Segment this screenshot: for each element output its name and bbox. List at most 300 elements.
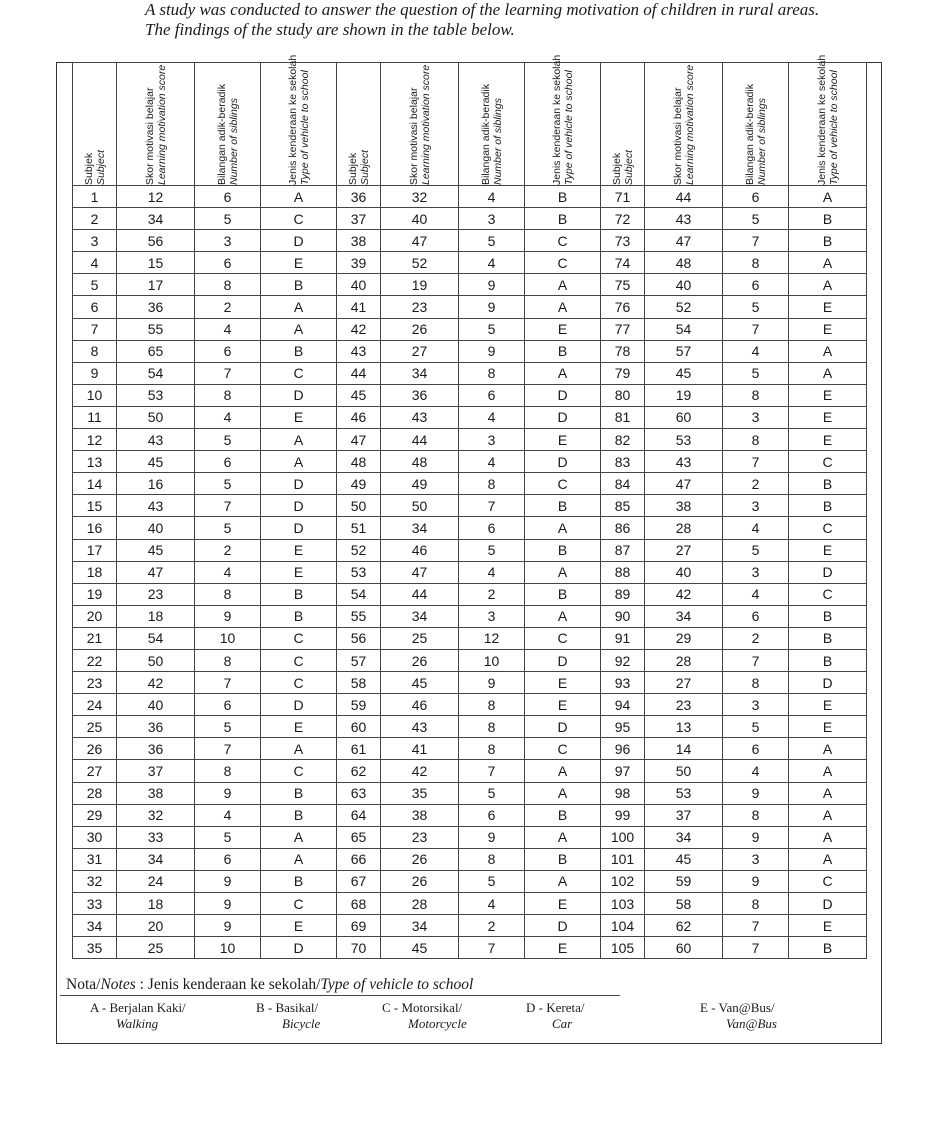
subject-cell: 12 bbox=[73, 429, 117, 451]
score-cell: 53 bbox=[645, 782, 723, 804]
score-cell: 23 bbox=[381, 296, 459, 318]
siblings-cell: 9 bbox=[459, 296, 525, 318]
vehicle-cell: D bbox=[789, 893, 867, 915]
header-subject-text bbox=[83, 65, 107, 185]
siblings-cell: 7 bbox=[195, 362, 261, 384]
siblings-cell: 8 bbox=[195, 649, 261, 671]
score-cell: 43 bbox=[645, 451, 723, 473]
vehicle-cell: D bbox=[525, 915, 601, 937]
notes-title bbox=[60, 976, 880, 994]
score-cell: 45 bbox=[381, 672, 459, 694]
score-cell: 34 bbox=[117, 208, 195, 230]
score-cell: 43 bbox=[117, 495, 195, 517]
score-cell: 34 bbox=[645, 605, 723, 627]
table-body bbox=[73, 186, 867, 959]
header-vehicle-text bbox=[815, 54, 840, 185]
subject-cell: 66 bbox=[337, 848, 381, 870]
vehicle-cell: A bbox=[789, 826, 867, 848]
table-row bbox=[73, 340, 867, 362]
subject-cell: 48 bbox=[337, 451, 381, 473]
vehicle-cell: B bbox=[789, 937, 867, 959]
siblings-cell: 10 bbox=[195, 627, 261, 649]
subject-cell: 89 bbox=[601, 583, 645, 605]
subject-cell: 24 bbox=[73, 694, 117, 716]
score-cell: 58 bbox=[645, 893, 723, 915]
vehicle-cell: E bbox=[789, 429, 867, 451]
subject-cell: 4 bbox=[73, 252, 117, 274]
score-cell: 42 bbox=[645, 583, 723, 605]
subject-cell: 92 bbox=[601, 649, 645, 671]
siblings-cell: 5 bbox=[459, 318, 525, 340]
vehicle-cell: D bbox=[789, 561, 867, 583]
siblings-cell: 2 bbox=[723, 627, 789, 649]
vehicle-cell: A bbox=[525, 296, 601, 318]
subject-cell: 19 bbox=[73, 583, 117, 605]
siblings-cell: 7 bbox=[459, 760, 525, 782]
table-header-row bbox=[73, 63, 867, 186]
siblings-cell: 4 bbox=[459, 252, 525, 274]
table-row bbox=[73, 495, 867, 517]
siblings-cell: 7 bbox=[195, 495, 261, 517]
table-row bbox=[73, 694, 867, 716]
subject-cell: 22 bbox=[73, 649, 117, 671]
score-cell: 27 bbox=[381, 340, 459, 362]
siblings-cell: 8 bbox=[723, 384, 789, 406]
notes-divider bbox=[60, 995, 620, 996]
subject-cell: 3 bbox=[73, 230, 117, 252]
siblings-cell: 4 bbox=[459, 186, 525, 208]
siblings-cell: 6 bbox=[195, 848, 261, 870]
header-subject bbox=[601, 63, 645, 186]
siblings-cell: 3 bbox=[459, 208, 525, 230]
subject-cell: 25 bbox=[73, 716, 117, 738]
vehicle-cell: C bbox=[789, 583, 867, 605]
legend-label-ms: A - Berjalan Kaki/ bbox=[90, 1000, 186, 1015]
vehicle-cell: C bbox=[261, 672, 337, 694]
vehicle-cell: B bbox=[261, 583, 337, 605]
score-cell: 12 bbox=[117, 186, 195, 208]
vehicle-cell: E bbox=[525, 429, 601, 451]
subject-cell: 73 bbox=[601, 230, 645, 252]
siblings-cell: 8 bbox=[195, 760, 261, 782]
legend-label-en: Motorcycle bbox=[408, 1016, 467, 1031]
siblings-cell: 9 bbox=[723, 870, 789, 892]
vehicle-cell: E bbox=[789, 384, 867, 406]
vehicle-cell: A bbox=[789, 782, 867, 804]
vehicle-cell: C bbox=[525, 252, 601, 274]
vehicle-cell: A bbox=[789, 274, 867, 296]
subject-cell: 9 bbox=[73, 362, 117, 384]
subject-cell: 105 bbox=[601, 937, 645, 959]
header-subject-ms: Subjek bbox=[346, 152, 359, 185]
score-cell: 47 bbox=[645, 230, 723, 252]
header-siblings-ms: Bilangan adik-beradik bbox=[743, 84, 756, 185]
header-siblings-text bbox=[480, 65, 504, 185]
legend-label-en: Walking bbox=[116, 1016, 159, 1031]
vehicle-cell: C bbox=[789, 451, 867, 473]
score-cell: 23 bbox=[645, 694, 723, 716]
siblings-cell: 4 bbox=[195, 318, 261, 340]
siblings-cell: 3 bbox=[723, 406, 789, 428]
header-score-text bbox=[408, 65, 432, 185]
vehicle-cell: B bbox=[525, 340, 601, 362]
vehicle-cell: A bbox=[789, 186, 867, 208]
data-table bbox=[72, 54, 867, 959]
subject-cell: 102 bbox=[601, 870, 645, 892]
vehicle-cell: B bbox=[789, 495, 867, 517]
subject-cell: 101 bbox=[601, 848, 645, 870]
score-cell: 50 bbox=[117, 406, 195, 428]
subject-cell: 93 bbox=[601, 672, 645, 694]
siblings-cell: 8 bbox=[459, 694, 525, 716]
siblings-cell: 5 bbox=[459, 782, 525, 804]
siblings-cell: 6 bbox=[459, 517, 525, 539]
siblings-cell: 12 bbox=[459, 627, 525, 649]
subject-cell: 5 bbox=[73, 274, 117, 296]
table-row bbox=[73, 539, 867, 561]
subject-cell: 30 bbox=[73, 826, 117, 848]
table-row bbox=[73, 451, 867, 473]
subject-cell: 78 bbox=[601, 340, 645, 362]
header-score bbox=[381, 63, 459, 186]
vehicle-cell: A bbox=[525, 362, 601, 384]
siblings-cell: 9 bbox=[459, 672, 525, 694]
intro-text bbox=[145, 0, 925, 40]
siblings-cell: 5 bbox=[195, 429, 261, 451]
vehicle-cell: D bbox=[261, 694, 337, 716]
siblings-cell: 6 bbox=[723, 274, 789, 296]
siblings-cell: 7 bbox=[195, 738, 261, 760]
score-cell: 52 bbox=[381, 252, 459, 274]
score-cell: 33 bbox=[117, 826, 195, 848]
score-cell: 43 bbox=[381, 716, 459, 738]
score-cell: 18 bbox=[117, 605, 195, 627]
siblings-cell: 10 bbox=[195, 937, 261, 959]
vehicle-cell: D bbox=[261, 937, 337, 959]
vehicle-cell: D bbox=[525, 451, 601, 473]
siblings-cell: 7 bbox=[723, 451, 789, 473]
table-row bbox=[73, 406, 867, 428]
subject-cell: 88 bbox=[601, 561, 645, 583]
vehicle-cell: D bbox=[261, 495, 337, 517]
vehicle-cell: A bbox=[261, 848, 337, 870]
subject-cell: 94 bbox=[601, 694, 645, 716]
siblings-cell: 2 bbox=[195, 539, 261, 561]
table-row bbox=[73, 384, 867, 406]
header-vehicle-ms: Jenis kenderaan ke sekolah bbox=[550, 54, 563, 185]
table-row bbox=[73, 583, 867, 605]
siblings-cell: 8 bbox=[723, 893, 789, 915]
siblings-cell: 7 bbox=[723, 230, 789, 252]
siblings-cell: 6 bbox=[723, 605, 789, 627]
subject-cell: 80 bbox=[601, 384, 645, 406]
header-vehicle-en: Type of vehicle to school bbox=[562, 70, 575, 185]
score-cell: 40 bbox=[117, 694, 195, 716]
legend-label-ms: E - Van@Bus/ bbox=[700, 1000, 775, 1015]
score-cell: 44 bbox=[381, 583, 459, 605]
vehicle-cell: A bbox=[789, 760, 867, 782]
vehicle-cell: B bbox=[261, 870, 337, 892]
siblings-cell: 6 bbox=[195, 186, 261, 208]
subject-cell: 33 bbox=[73, 893, 117, 915]
vehicle-cell: C bbox=[261, 760, 337, 782]
siblings-cell: 5 bbox=[195, 473, 261, 495]
subject-cell: 23 bbox=[73, 672, 117, 694]
header-subject-ms: Subjek bbox=[82, 152, 95, 185]
vehicle-cell: D bbox=[261, 517, 337, 539]
siblings-cell: 7 bbox=[723, 937, 789, 959]
score-cell: 28 bbox=[645, 649, 723, 671]
score-cell: 36 bbox=[381, 384, 459, 406]
score-cell: 60 bbox=[645, 406, 723, 428]
vehicle-cell: A bbox=[789, 340, 867, 362]
score-cell: 40 bbox=[117, 517, 195, 539]
siblings-cell: 4 bbox=[195, 561, 261, 583]
score-cell: 45 bbox=[381, 937, 459, 959]
vehicle-cell: B bbox=[525, 804, 601, 826]
table-row bbox=[73, 318, 867, 340]
header-score-text bbox=[672, 65, 696, 185]
vehicle-cell: E bbox=[789, 318, 867, 340]
header-score bbox=[117, 63, 195, 186]
score-cell: 55 bbox=[117, 318, 195, 340]
subject-cell: 74 bbox=[601, 252, 645, 274]
vehicle-cell: E bbox=[789, 406, 867, 428]
siblings-cell: 4 bbox=[723, 760, 789, 782]
subject-cell: 18 bbox=[73, 561, 117, 583]
vehicle-cell: D bbox=[789, 672, 867, 694]
legend-item bbox=[382, 1000, 467, 1032]
subject-cell: 14 bbox=[73, 473, 117, 495]
score-cell: 25 bbox=[117, 937, 195, 959]
score-cell: 37 bbox=[645, 804, 723, 826]
score-cell: 23 bbox=[381, 826, 459, 848]
vehicle-cell: E bbox=[789, 694, 867, 716]
score-cell: 42 bbox=[381, 760, 459, 782]
vehicle-cell: C bbox=[261, 649, 337, 671]
subject-cell: 42 bbox=[337, 318, 381, 340]
legend-label-en: Car bbox=[552, 1016, 573, 1031]
vehicle-cell: D bbox=[261, 384, 337, 406]
score-cell: 26 bbox=[381, 848, 459, 870]
header-subject-ms: Subjek bbox=[610, 152, 623, 185]
siblings-cell: 9 bbox=[195, 782, 261, 804]
subject-cell: 34 bbox=[73, 915, 117, 937]
subject-cell: 55 bbox=[337, 605, 381, 627]
siblings-cell: 8 bbox=[459, 738, 525, 760]
siblings-cell: 8 bbox=[195, 384, 261, 406]
legend-item bbox=[700, 1000, 777, 1032]
notes-text-en: Type of vehicle to school bbox=[320, 976, 474, 993]
subject-cell: 100 bbox=[601, 826, 645, 848]
vehicle-cell: E bbox=[525, 672, 601, 694]
vehicle-cell: A bbox=[525, 870, 601, 892]
siblings-cell: 9 bbox=[459, 340, 525, 362]
header-siblings bbox=[459, 63, 525, 186]
table-row bbox=[73, 738, 867, 760]
header-siblings-en: Number of siblings bbox=[227, 98, 240, 185]
table-row bbox=[73, 429, 867, 451]
siblings-cell: 7 bbox=[723, 915, 789, 937]
vehicle-cell: B bbox=[789, 473, 867, 495]
siblings-cell: 4 bbox=[459, 561, 525, 583]
vehicle-cell: E bbox=[525, 318, 601, 340]
score-cell: 40 bbox=[645, 561, 723, 583]
vehicle-cell: B bbox=[261, 274, 337, 296]
siblings-cell: 3 bbox=[723, 694, 789, 716]
siblings-cell: 6 bbox=[723, 738, 789, 760]
legend-label-ms: D - Kereta/ bbox=[526, 1000, 585, 1015]
siblings-cell: 6 bbox=[195, 451, 261, 473]
subject-cell: 85 bbox=[601, 495, 645, 517]
score-cell: 42 bbox=[117, 672, 195, 694]
vehicle-cell: B bbox=[261, 605, 337, 627]
score-cell: 36 bbox=[117, 296, 195, 318]
vehicle-cell: E bbox=[261, 561, 337, 583]
header-siblings-ms: Bilangan adik-beradik bbox=[215, 84, 228, 185]
subject-cell: 81 bbox=[601, 406, 645, 428]
legend-label-en: Bicycle bbox=[282, 1016, 321, 1031]
vehicle-cell: E bbox=[789, 539, 867, 561]
subject-cell: 10 bbox=[73, 384, 117, 406]
header-siblings-text bbox=[744, 65, 768, 185]
vehicle-cell: A bbox=[525, 760, 601, 782]
siblings-cell: 3 bbox=[723, 848, 789, 870]
subject-cell: 29 bbox=[73, 804, 117, 826]
siblings-cell: 9 bbox=[195, 605, 261, 627]
score-cell: 34 bbox=[117, 848, 195, 870]
subject-cell: 56 bbox=[337, 627, 381, 649]
legend-item bbox=[90, 1000, 186, 1032]
vehicle-cell: D bbox=[525, 406, 601, 428]
vehicle-cell: A bbox=[525, 517, 601, 539]
siblings-cell: 5 bbox=[459, 870, 525, 892]
score-cell: 47 bbox=[381, 561, 459, 583]
subject-cell: 58 bbox=[337, 672, 381, 694]
siblings-cell: 3 bbox=[459, 605, 525, 627]
siblings-cell: 5 bbox=[195, 208, 261, 230]
table-row bbox=[73, 296, 867, 318]
subject-cell: 91 bbox=[601, 627, 645, 649]
table-row bbox=[73, 826, 867, 848]
vehicle-cell: B bbox=[525, 186, 601, 208]
score-cell: 27 bbox=[645, 672, 723, 694]
subject-cell: 82 bbox=[601, 429, 645, 451]
header-vehicle-ms: Jenis kenderaan ke sekolah bbox=[286, 54, 299, 185]
vehicle-cell: A bbox=[525, 826, 601, 848]
legend-label-ms: C - Motorsikal/ bbox=[382, 1000, 463, 1015]
score-cell: 32 bbox=[381, 186, 459, 208]
notes-text-ms: : Jenis kenderaan ke sekolah/ bbox=[135, 976, 321, 993]
subject-cell: 2 bbox=[73, 208, 117, 230]
vehicle-cell: A bbox=[525, 782, 601, 804]
legend-label-ms: B - Basikal/ bbox=[256, 1000, 319, 1015]
vehicle-cell: B bbox=[525, 583, 601, 605]
subject-cell: 75 bbox=[601, 274, 645, 296]
subject-cell: 8 bbox=[73, 340, 117, 362]
score-cell: 19 bbox=[381, 274, 459, 296]
siblings-cell: 2 bbox=[195, 296, 261, 318]
score-cell: 45 bbox=[645, 848, 723, 870]
score-cell: 27 bbox=[645, 539, 723, 561]
header-vehicle bbox=[525, 54, 601, 186]
score-cell: 50 bbox=[117, 649, 195, 671]
vehicle-cell: E bbox=[261, 915, 337, 937]
subject-cell: 40 bbox=[337, 274, 381, 296]
vehicle-cell: A bbox=[525, 274, 601, 296]
notes-prefix-en: Notes bbox=[100, 976, 136, 993]
score-cell: 29 bbox=[645, 627, 723, 649]
score-cell: 43 bbox=[381, 406, 459, 428]
siblings-cell: 6 bbox=[195, 340, 261, 362]
header-subject-text bbox=[611, 65, 635, 185]
siblings-cell: 3 bbox=[459, 429, 525, 451]
subject-cell: 15 bbox=[73, 495, 117, 517]
vehicle-cell: E bbox=[261, 716, 337, 738]
score-cell: 36 bbox=[117, 738, 195, 760]
siblings-cell: 4 bbox=[195, 406, 261, 428]
subject-cell: 28 bbox=[73, 782, 117, 804]
subject-cell: 83 bbox=[601, 451, 645, 473]
vehicle-cell: C bbox=[525, 627, 601, 649]
siblings-cell: 4 bbox=[723, 583, 789, 605]
score-cell: 57 bbox=[645, 340, 723, 362]
table-row bbox=[73, 605, 867, 627]
score-cell: 23 bbox=[117, 583, 195, 605]
legend-item bbox=[526, 1000, 584, 1032]
subject-cell: 52 bbox=[337, 539, 381, 561]
siblings-cell: 5 bbox=[723, 296, 789, 318]
table-row bbox=[73, 716, 867, 738]
vehicle-cell: A bbox=[525, 605, 601, 627]
header-siblings-ms: Bilangan adik-beradik bbox=[479, 84, 492, 185]
header-score-text bbox=[144, 65, 168, 185]
table-row bbox=[73, 804, 867, 826]
subject-cell: 49 bbox=[337, 473, 381, 495]
score-cell: 59 bbox=[645, 870, 723, 892]
header-subject-text bbox=[347, 65, 371, 185]
score-cell: 50 bbox=[645, 760, 723, 782]
vehicle-cell: A bbox=[789, 252, 867, 274]
header-subject-en: Subject bbox=[358, 149, 371, 185]
score-cell: 32 bbox=[117, 804, 195, 826]
vehicle-cell: B bbox=[261, 782, 337, 804]
vehicle-cell: E bbox=[261, 252, 337, 274]
header-vehicle-ms: Jenis kenderaan ke sekolah bbox=[815, 54, 828, 185]
header-subject-en: Subject bbox=[94, 149, 107, 185]
subject-cell: 98 bbox=[601, 782, 645, 804]
subject-cell: 46 bbox=[337, 406, 381, 428]
notes-section bbox=[60, 976, 880, 1031]
vehicle-cell: B bbox=[525, 848, 601, 870]
table-row bbox=[73, 274, 867, 296]
siblings-cell: 8 bbox=[195, 583, 261, 605]
subject-cell: 68 bbox=[337, 893, 381, 915]
header-score-en: Learning motivation score bbox=[683, 64, 696, 185]
score-cell: 49 bbox=[381, 473, 459, 495]
table-row bbox=[73, 362, 867, 384]
siblings-cell: 5 bbox=[195, 826, 261, 848]
subject-cell: 67 bbox=[337, 870, 381, 892]
siblings-cell: 8 bbox=[723, 252, 789, 274]
subject-cell: 63 bbox=[337, 782, 381, 804]
score-cell: 53 bbox=[645, 429, 723, 451]
score-cell: 48 bbox=[381, 451, 459, 473]
intro-line-2: The findings of the study are shown in the table below. bbox=[145, 20, 515, 39]
vehicle-cell: B bbox=[261, 804, 337, 826]
score-cell: 54 bbox=[117, 627, 195, 649]
vehicle-cell: B bbox=[789, 605, 867, 627]
